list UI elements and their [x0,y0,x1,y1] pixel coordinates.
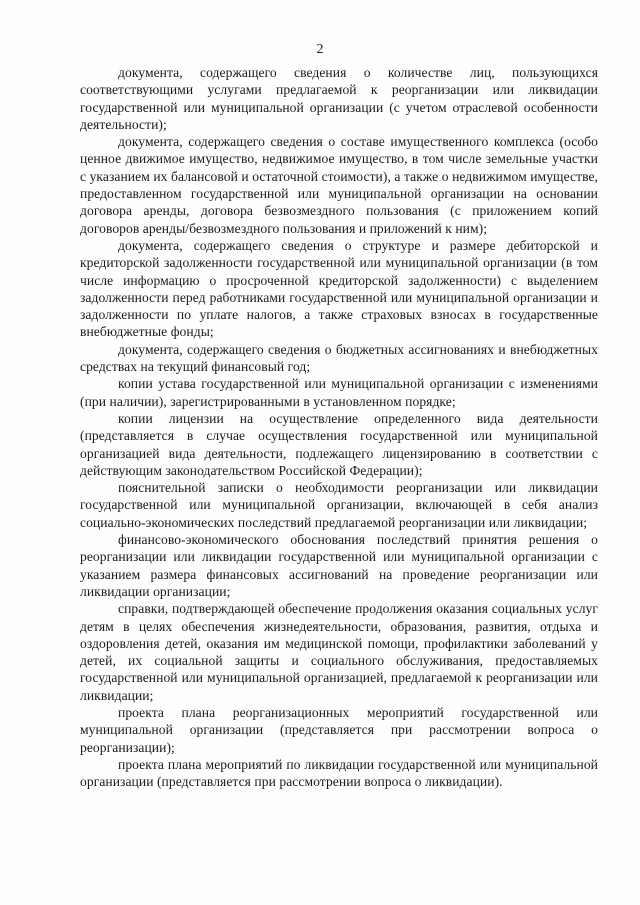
paragraph-reorganization-plan: проекта плана реорганизационных мероприятий государственной или муниципальной организации (представляется при рассмотрении вопроса о реорганизации); [80,704,598,755]
paragraph-property-complex: документа, содержащего сведения о составе имущественного комплекса (особо ценное движимое имущество, недвижимое имущество, в том числе земельные участки с указанием их балансовой и остаточной стоимости), а также о недвижимом имуществе, предоставленном государственной или муниципальной организации на основании договора аренды, договора безвозмездного пользования (с приложением копий договоров аренды/безвозмездного пользования и приложений к ним); [80,134,598,236]
paragraph-liquidation-plan: проекта плана мероприятий по ликвидации государственной или муниципальной организации (представляется при рассмотрении вопроса о ликвидации). [80,756,598,790]
document-body [80,64,598,790]
paragraph-charter-copy: копии устава государственной или муниципальной организации с изменениями (при наличии), зарегистрированными в установленном порядке; [80,376,598,409]
paragraph-license-copy: копии лицензии на осуществление определенного вида деятельности (представляется в случае осуществления государственной или муниципальной организацией вида деятельности, подлежащего лицензированию в соответствии с действующим законодательством Российской Федерации); [80,410,598,478]
paragraph-social-services-certificate: справки, подтверждающей обеспечение продолжения оказания социальных услуг детям в целях обеспечения жизнедеятельности, образования, развития, отдыха и оздоровления детей, оказания им медицинской помощи, профилактики заболеваний у детей, их социальной защиты и социального обслуживания, предоставляемых государственной или муниципальной организацией, предлагаемой к реорганизации или ликвидации; [80,601,598,703]
page-number: 2 [316,42,324,57]
paragraph-financial-justification: финансово-экономического обоснования последствий принятия решения о реорганизации или ликвидации государственной или муниципальной организации с указанием размера финансовых ассигнований на проведение реорганизации или ликвидации организации; [80,532,598,599]
paragraph-persons-count: документа, содержащего сведения о количестве лиц, пользующихся соответствующими услугами предлагаемой к реорганизации или ликвидации государственной или муниципальной организации (с учетом отраслевой особенности деятельности); [80,65,598,132]
paragraph-budget: документа, содержащего сведения о бюджетных ассигнованиях и внебюджетных средствах на текущий финансовый год; [80,341,598,375]
paragraph-debts: документа, содержащего сведения о структуре и размере дебиторской и кредиторской задолженности государственной или муниципальной организации (в том числе информацию о просроченной кредиторской задолженности) с выделением задолженности перед работниками государственной или муниципальной организации и задолженности по уплате налогов, а также страховых взносах в государственные внебюджетные фонды; [80,237,598,340]
paragraph-explanatory-note: пояснительной записки о необходимости реорганизации или ликвидации государственной или муниципальной организации, включающей в себя анализ социально-экономических последствий предлагаемой реорганизации или ликвидации; [80,480,598,530]
